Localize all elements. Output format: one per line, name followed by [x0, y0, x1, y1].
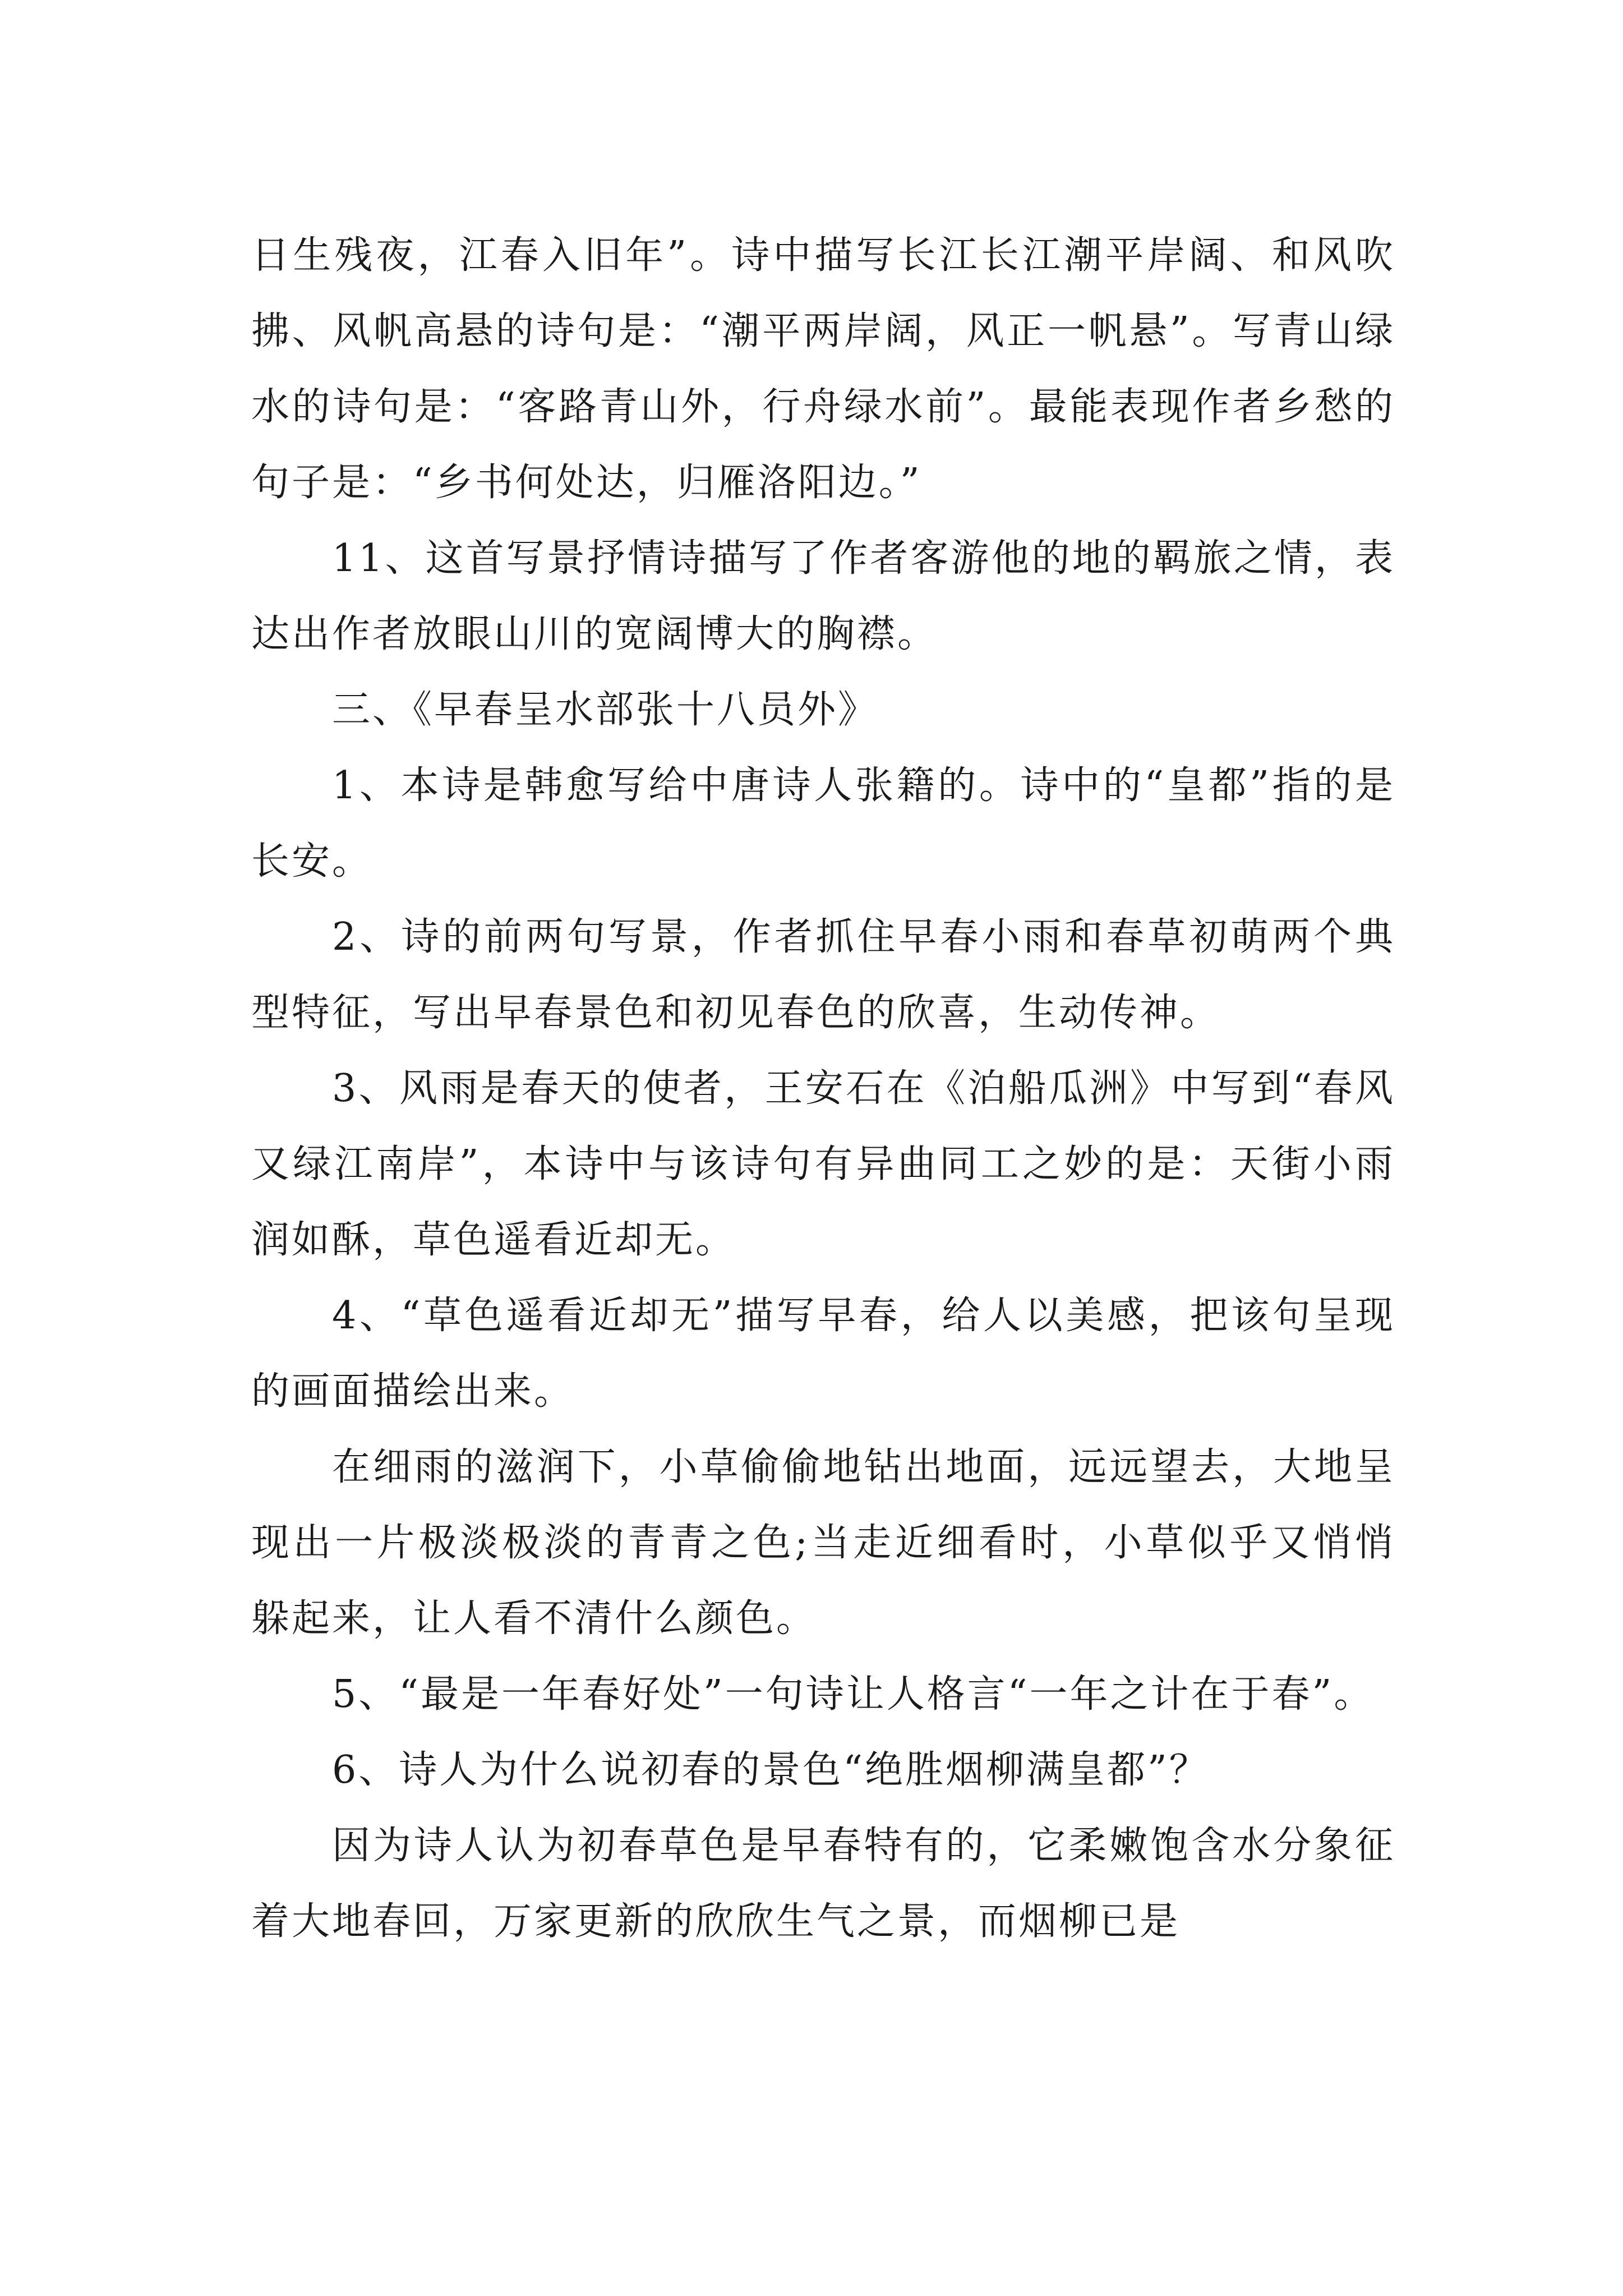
section-heading: 三、《早春呈水部张十八员外》: [332, 688, 879, 732]
paragraph-answer-4: 在细雨的滋润下，小草偷偷地钻出地面，远远望去，大地呈现出一片极淡极淡的青青之色;当走近细看时，小草似乎又悄悄躲起来，让人看不清什么颜色。: [251, 1445, 1395, 1641]
document-body: [251, 218, 1395, 1959]
paragraph-item-3: 3、风雨是春天的使者，王安石在《泊船瓜洲》中写到“春风又绿江南岸”，本诗中与该诗句有异曲同工之妙的是：天街小雨润如酥，草色遥看近却无。: [251, 1066, 1395, 1262]
paragraph-item-4: 4、“草色遥看近却无”描写早春，给人以美感，把该句呈现的画面描绘出来。: [251, 1294, 1395, 1414]
paragraph-item-11: 11、这首写景抒情诗描写了作者客游他的地的羁旅之情，表达出作者放眼山川的宽阔博大的胸襟。: [251, 536, 1395, 656]
paragraph-answer-6: 因为诗人认为初春草色是早春特有的，它柔嫩饱含水分象征着大地春回，万家更新的欣欣生气之景，而烟柳已是: [251, 1824, 1395, 1944]
paragraph-item-5: 5、“最是一年春好处”一句诗让人格言“一年之计在于春”。: [332, 1672, 1375, 1717]
paragraph-item-2: 2、诗的前两句写景，作者抓住早春小雨和春草初萌两个典型特征，写出早春景色和初见春色的欣喜，生动传神。: [251, 915, 1395, 1035]
paragraph-item-6: 6、诗人为什么说初春的景色“绝胜烟柳满皇都”？: [332, 1748, 1210, 1792]
paragraph-continuation: 日生残夜，江春入旧年”。诗中描写长江长江潮平岸阔、和风吹拂、风帆高悬的诗句是：“潮平两岸阔，风正一帆悬”。写青山绿水的诗句是：“客路青山外，行舟绿水前”。最能表现作者乡愁的句子是：“乡书何处达，归雁洛阳边。”: [251, 233, 1395, 505]
paragraph-item-1: 1、本诗是韩愈写给中唐诗人张籍的。诗中的“皇都”指的是长安。: [251, 763, 1395, 884]
